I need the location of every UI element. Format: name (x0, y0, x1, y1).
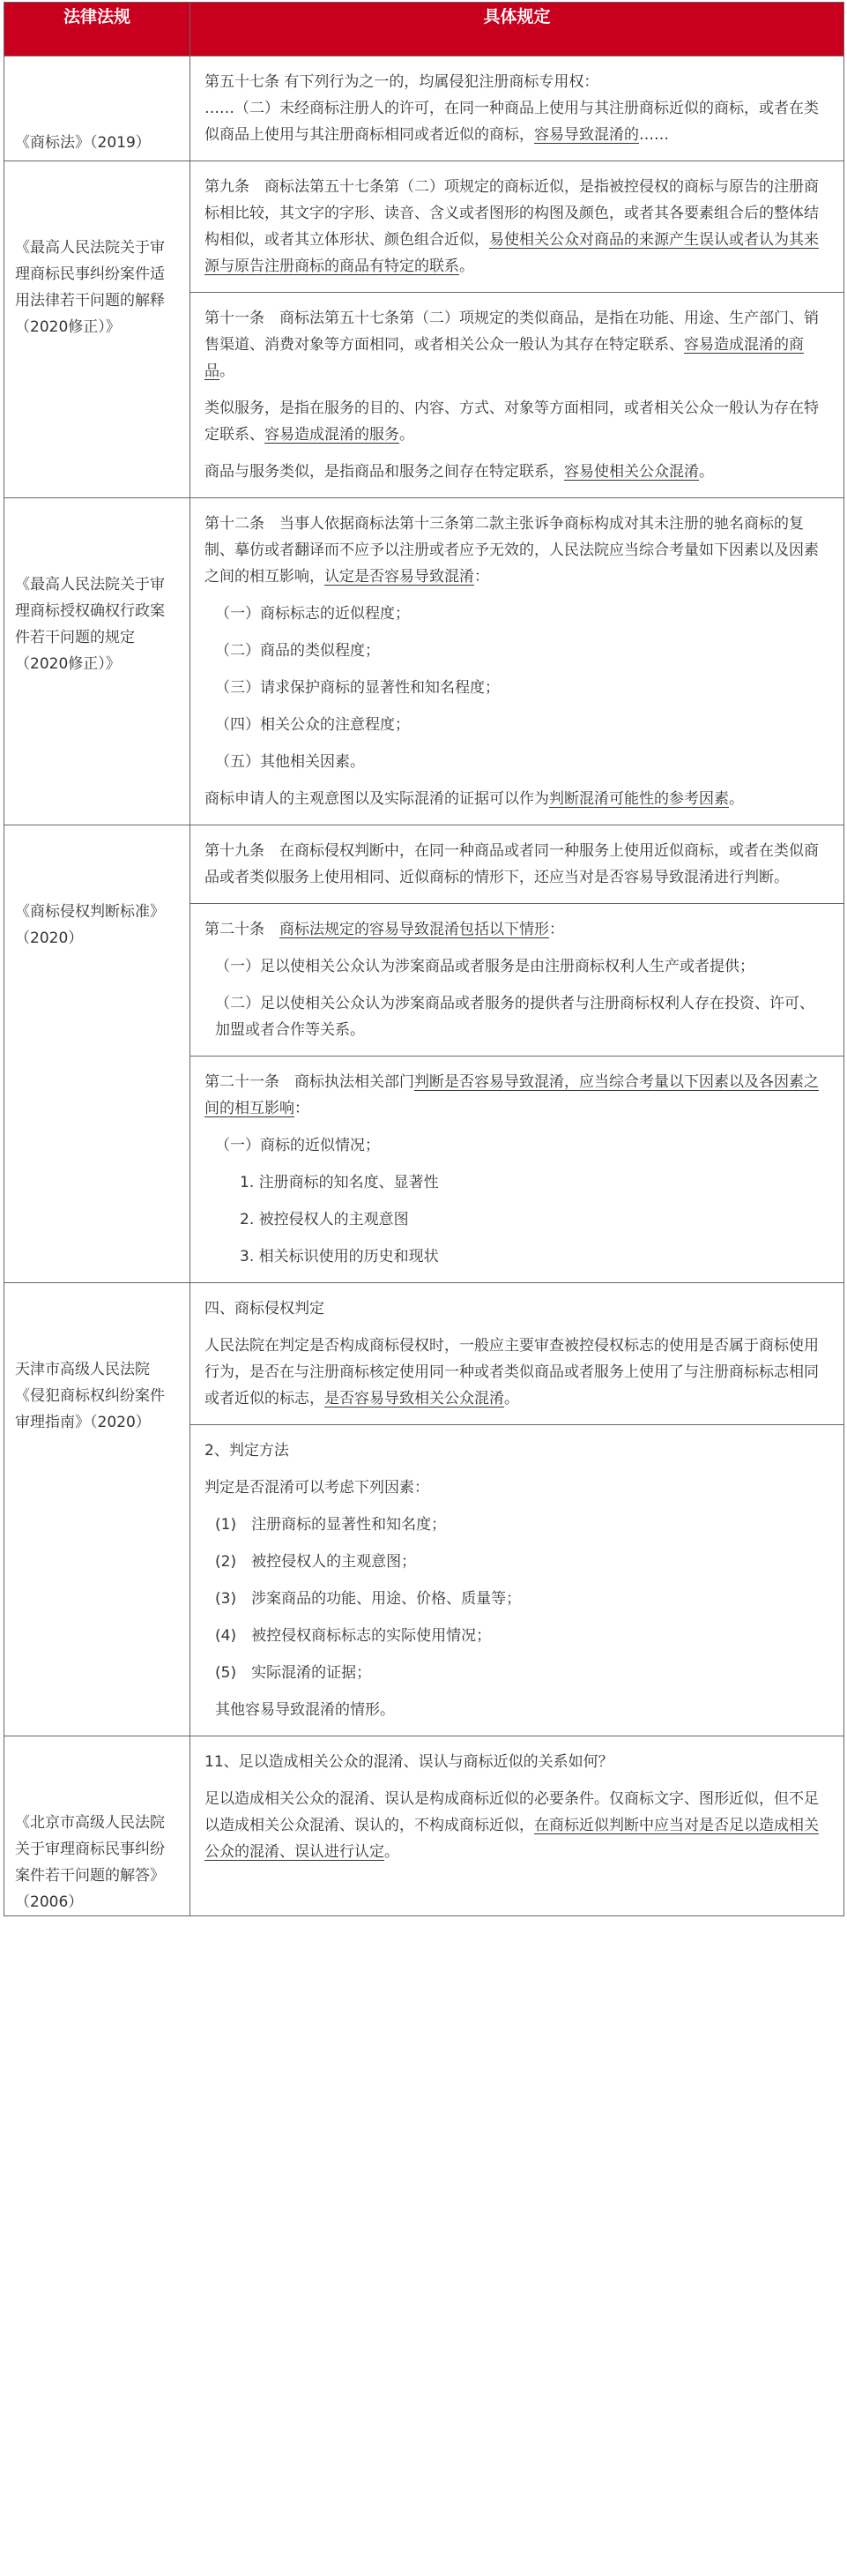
text-span: 商品与服务类似，是指商品和服务之间存在特定联系， (204, 463, 564, 481)
table-row (4, 498, 844, 825)
provision-cell (190, 825, 844, 904)
provision-paragraph (204, 305, 824, 385)
provision-paragraph: （一）足以使相关公众认为涉案商品或者服务是由注册商标权利人生产或者提供； (215, 958, 754, 975)
underlined-text: 判断是否容易导致混淆，应当综合考量以下因素以及各因素之间的相互影响 (204, 1073, 819, 1117)
provision-paragraph: （一）商标的近似情况； (215, 1137, 380, 1154)
underlined-text: 容易导致混淆的 (534, 126, 639, 144)
text-span: 第九条 商标法第五十七条第（二）项规定的商标近似，是指被控侵权的商标与原告的注册商标相比较，其文字的字形、读音、含义或者图形的构图及颜色，或者其各要素组合后的整体结构相似，或者其立体形状、颜色组合近似， (204, 178, 819, 249)
provision-cell (190, 904, 844, 1057)
provision-paragraph: 其他容易导致混淆的情形。 (215, 1701, 395, 1719)
text-span: 。 (504, 1390, 519, 1407)
provision-paragraph: 2、判定方法 (204, 1442, 289, 1460)
provision-paragraph (204, 95, 824, 148)
law-name: 《北京市高级人民法院关于审理商标民事纠纷案件若干问题的解答》（2006） (4, 1736, 190, 1916)
text-span: 商标申请人的主观意图以及实际混淆的证据可以作为 (204, 790, 549, 808)
text-span: 。 (219, 362, 234, 380)
provision-paragraph: 判定是否混淆可以考虑下列因素： (204, 1479, 429, 1497)
text-span: ： (474, 568, 489, 586)
provision-paragraph (204, 511, 824, 590)
law-name: 《商标法》（2019） (4, 56, 190, 161)
table-row (4, 161, 844, 293)
provision-paragraph: 2. 被控侵权人的主观意图 (240, 1211, 409, 1228)
text-span: 。 (729, 790, 744, 808)
text-span: 。 (384, 1843, 399, 1861)
law-comparison-table (4, 2, 844, 1916)
provision-cell (190, 1425, 844, 1736)
provision-paragraph (204, 174, 824, 280)
provision-paragraph (204, 786, 824, 812)
provision-paragraph: (5) 实际混淆的证据； (215, 1664, 372, 1682)
provision-paragraph: (4) 被控侵权商标标志的实际使用情况； (215, 1627, 492, 1645)
text-span: 第二十一条 商标执法相关部门 (204, 1073, 414, 1091)
provision-paragraph: 3. 相关标识使用的历史和现状 (240, 1248, 439, 1266)
provision-cell (190, 56, 844, 161)
header-law: 法律法规 (4, 3, 190, 56)
law-name: 《商标侵权判断标准》（2020） (4, 825, 190, 1283)
table-row (4, 825, 844, 904)
underlined-text: 易使相关公众对商品的来源产生误认或者认为其来源与原告注册商标的商品有特定的联系 (204, 231, 819, 275)
provision-paragraph: (1) 注册商标的显著性和知名度； (215, 1516, 447, 1534)
table-row (4, 1736, 844, 1916)
law-name: 天津市高级人民法院《侵犯商标权纠纷案件审理指南》（2020） (4, 1283, 190, 1736)
underlined-text: 容易造成混淆的商品 (204, 336, 804, 380)
text-span: …… (639, 126, 669, 144)
provision-paragraph: 第五十七条 有下列行为之一的，均属侵犯注册商标专用权： (204, 73, 599, 91)
underlined-text: 商标法规定的容易导致混淆包括以下情形 (279, 921, 549, 938)
provision-paragraph: 11、足以造成相关公众的混淆、误认与商标近似的关系如何？ (204, 1753, 613, 1771)
underlined-text: 是否容易导致相关公众混淆 (324, 1390, 504, 1407)
text-span: 第十一条 商标法第五十七条第（二）项规定的类似商品，是指在功能、用途、生产部门、销售渠道、消费对象等方面相同，或者相关公众一般认为其存在特定联系、 (204, 310, 819, 354)
provision-paragraph (204, 916, 824, 943)
provision-paragraph: （一）商标标志的近似程度； (215, 605, 410, 623)
provision-paragraph: （二）商品的类似程度； (215, 642, 380, 660)
provision-paragraph: （二）足以使相关公众认为涉案商品或者服务的提供者与注册商标权利人存在投资、许可、加盟或者合作等关系。 (215, 995, 814, 1039)
text-span: 。 (699, 463, 714, 481)
provision-paragraph: （四）相关公众的注意程度； (215, 716, 410, 734)
law-name: 《最高人民法院关于审理商标民事纠纷案件适用法律若干问题的解释（2020修正）》 (4, 161, 190, 498)
provision-cell (190, 1283, 844, 1425)
text-span: 足以造成相关公众的混淆、误认是构成商标近似的必要条件。仅商标文字、图形近似，但不足以造成相关公众混淆、误认的，不构成商标近似， (204, 1790, 819, 1834)
text-span: ……（二）未经商标注册人的许可，在同一种商品上使用与其注册商标近似的商标，或者在类似商品上使用与其注册商标相同或者近似的商标， (204, 100, 819, 144)
law-name: 《最高人民法院关于审理商标授权确权行政案件若干问题的规定（2020修正）》 (4, 498, 190, 825)
underlined-text: 判断混淆可能性的参考因素 (549, 790, 729, 808)
table-header-row (4, 3, 844, 56)
provision-paragraph (204, 1069, 824, 1122)
provision-cell (190, 1057, 844, 1283)
table-row (4, 1283, 844, 1425)
provision-paragraph: （五）其他相关因素。 (215, 753, 365, 771)
text-span: 。 (459, 258, 474, 275)
provision-paragraph (204, 459, 824, 485)
text-span: 第二十条 (204, 921, 279, 938)
provision-paragraph (204, 1333, 824, 1412)
provision-paragraph: 1. 注册商标的知名度、显著性 (240, 1174, 439, 1191)
text-span: ： (549, 921, 564, 938)
text-span: 类似服务，是指在服务的目的、内容、方式、对象等方面相同，或者相关公众一般认为存在特定联系、 (204, 399, 819, 444)
text-span: 人民法院在判定是否构成商标侵权时，一般应主要审查被控侵权标志的使用是否属于商标使用行为，是否在与注册商标核定使用同一种或者类似商品或者服务上使用了与注册商标标志相同或者近似的标志， (204, 1337, 819, 1407)
header-provision: 具体规定 (190, 3, 844, 56)
provision-paragraph (204, 395, 824, 448)
text-span: 。 (399, 426, 414, 444)
underlined-text: 容易造成混淆的服务 (264, 426, 399, 444)
provision-cell (190, 1736, 844, 1916)
underlined-text: 容易使相关公众混淆 (564, 463, 699, 481)
text-span: ： (294, 1100, 309, 1117)
table-row (4, 56, 844, 161)
underlined-text: 在商标近似判断中应当对是否足以造成相关公众的混淆、误认进行认定 (204, 1817, 819, 1861)
underlined-text: 认定是否容易导致混淆 (324, 568, 474, 586)
provision-paragraph: (3) 涉案商品的功能、用途、价格、质量等； (215, 1590, 522, 1608)
provision-paragraph: (2) 被控侵权人的主观意图； (215, 1553, 417, 1571)
provision-paragraph (204, 1786, 824, 1865)
provision-cell (190, 498, 844, 825)
text-span: 第十二条 当事人依据商标法第十三条第二款主张诉争商标构成对其未注册的驰名商标的复制、摹仿或者翻译而不应予以注册或者应予无效的，人民法院应当综合考量如下因素以及因素之间的相互影响， (204, 515, 819, 586)
provision-cell (190, 161, 844, 293)
provision-paragraph: 四、商标侵权判定 (204, 1300, 324, 1318)
provision-paragraph: （三）请求保护商标的显著性和知名程度； (215, 679, 500, 697)
provision-paragraph: 第十九条 在商标侵权判断中，在同一种商品或者同一种服务上使用近似商标，或者在类似商品或者类似服务上使用相同、近似商标的情形下，还应当对是否容易导致混淆进行判断。 (204, 842, 819, 886)
provision-cell (190, 293, 844, 498)
